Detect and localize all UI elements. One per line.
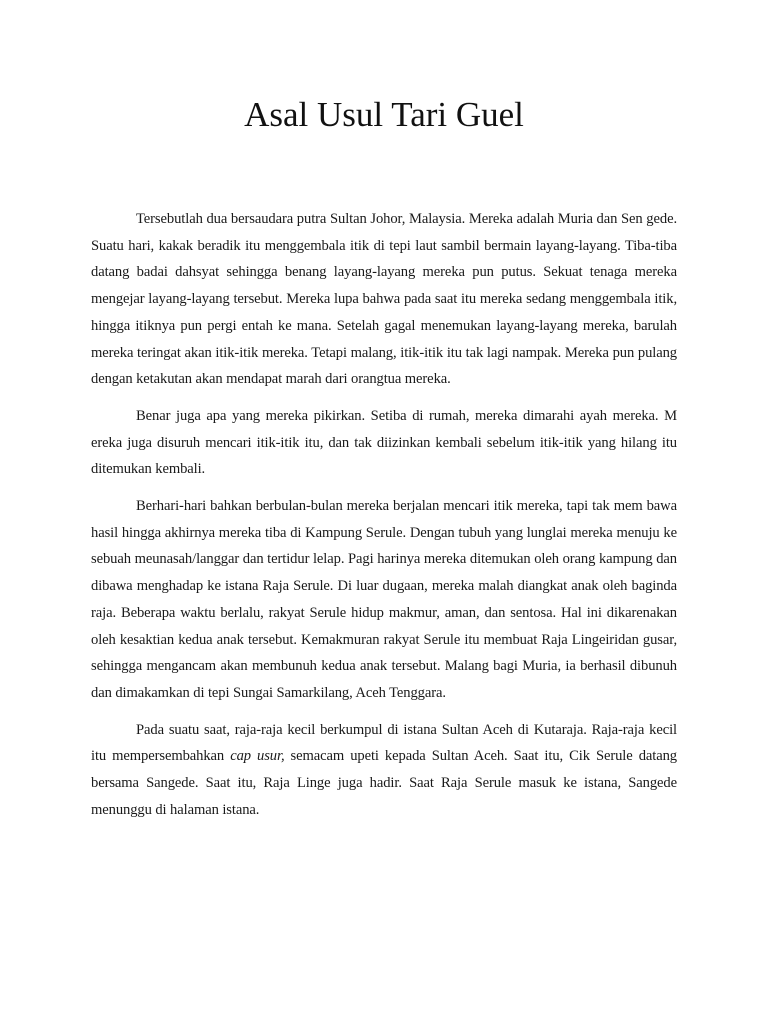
paragraph-4-text-end: semacam upeti kepada Sultan Aceh. Saat itu, Cik Serule datang bersama Sangede. Saat itu, Raja Linge juga hadir. Saat Raja Serule masuk ke istana, Sangede menunggu di halaman istana. (91, 748, 677, 818)
document-title: Asal Usul Tari Guel (244, 95, 524, 134)
paragraph-2: Benar juga apa yang mereka pikirkan. Setiba di rumah, mereka dimarahi ayah mereka. M ereka juga disuruh mencari itik-itik itu, dan tak diizinkan kembali sebelum itik-itik yang hilang itu ditemukan kembali. (91, 407, 677, 478)
paragraph-4-text-start: Pada suatu saat, raja-raja kecil berkumpul di istana Sultan Aceh di Kutaraja. Raja-raja kecil itu mempersembahkan (91, 721, 677, 765)
paragraph-3: Berhari-hari bahkan berbulan-bulan mereka berjalan mencari itik mereka, tapi tak mem bawa hasil hingga akhirnya mereka tiba di Kampung Serule. Dengan tubuh yang lunglai mereka menuju ke sebuah meunasah/langgar dan tertidur lelap. Pagi harinya mereka ditemukan oleh orang kampung dan dibawa menghadap ke istana Raja Serule. Di luar dugaan, mereka malah diangkat anak oleh baginda raja. Beberapa waktu berlalu, rakyat Serule hidup makmur, aman, dan sentosa. Hal ini dikarenakan oleh kesaktian kedua anak tersebut. Kemakmuran rakyat Serule itu membuat Raja Lingeiridan gusar, sehingga mengancam akan membunuh kedua anak tersebut. Malang bagi Muria, ia berhasil dibunuh dan dimakamkan di tepi Sungai Samarkilang, Aceh Tenggara. (91, 498, 677, 701)
paragraph-4-italic-term: cap usur, (230, 748, 285, 765)
paragraph-1: Tersebutlah dua bersaudara putra Sultan Johor, Malaysia. Mereka adalah Muria dan Sen gede. Suatu hari, kakak beradik itu menggembala itik di tepi laut sambil bermain layang-layang. Tiba-tiba datang badai dahsyat sehingga benang layang-layang mereka pun putus. Sekuat tenaga mereka mengejar layang-layang tersebut. Mereka lupa bahwa pada saat itu mereka sedang menggembala itik, hingga itiknya pun pergi entah ke mana. Setelah gagal menemukan layang-layang mereka, barulah mereka teringat akan itik-itik mereka. Tetapi malang, itik-itik itu tak lagi nampak. Mereka pun pulang dengan ketakutan akan mendapat marah dari orangtua mereka. (91, 211, 677, 388)
document-body (91, 206, 677, 833)
paragraph-4 (91, 717, 677, 824)
